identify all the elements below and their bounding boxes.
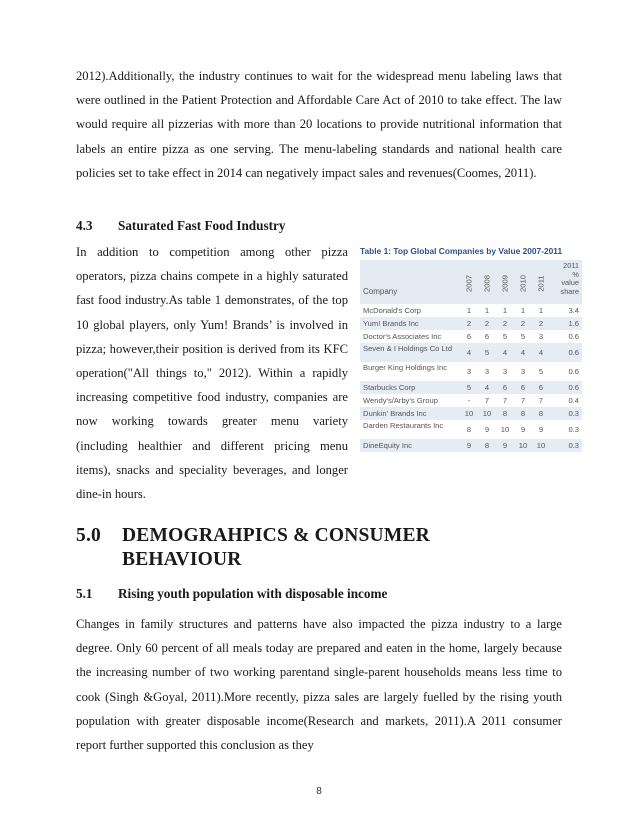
value-share-cell: 3.4	[568, 306, 579, 315]
value-share-cell: 0.6	[568, 332, 579, 341]
company-name-cell: Dunkin' Brands Inc	[363, 409, 427, 418]
rank-cell: 9	[502, 441, 508, 450]
rank-cell: 3	[538, 332, 544, 341]
company-name-cell: Wendy's/Arby's Group	[363, 396, 438, 405]
rank-cell: 5	[484, 348, 490, 357]
value-share-cell: 0.4	[568, 396, 579, 405]
company-name-cell: Starbucks Corp	[363, 383, 416, 392]
rank-cell: 8	[538, 409, 544, 418]
rank-cell: 3	[520, 367, 526, 376]
rank-cell: 5	[538, 367, 544, 376]
table-row	[360, 439, 582, 452]
company-name-cell: Yum! Brands Inc	[363, 319, 419, 328]
section-5-0-title-line1: DEMOGRAHPICS & CONSUMER	[122, 525, 430, 546]
rank-cell: 8	[484, 441, 490, 450]
rank-cell: 2	[466, 319, 472, 328]
table-row	[360, 420, 582, 439]
rank-cell: 5	[502, 332, 508, 341]
rank-cell: 3	[484, 367, 490, 376]
value-share-cell: 0.6	[568, 383, 579, 392]
rank-cell: 6	[466, 332, 472, 341]
value-share-column-header: 2011 % value share	[560, 261, 579, 296]
rank-cell: 6	[538, 383, 544, 392]
rank-cell: 1	[466, 306, 472, 315]
company-name-cell: Burger King Holdings Inc	[363, 363, 447, 372]
company-name-cell: McDonald's Corp	[363, 306, 422, 315]
rank-cell: 10	[500, 425, 510, 434]
rank-cell: 8	[466, 425, 472, 434]
rank-cell: 4	[484, 383, 490, 392]
table-row	[360, 394, 582, 407]
rank-cell: 7	[520, 396, 526, 405]
rank-cell: 3	[466, 367, 472, 376]
rank-cell: 6	[484, 332, 490, 341]
rank-cell: 5	[520, 332, 526, 341]
table-row	[360, 381, 582, 394]
rank-cell: 1	[520, 306, 526, 315]
year-column-header: 2011	[536, 275, 546, 292]
rank-cell: 4	[502, 348, 508, 357]
rank-cell: 10	[518, 441, 528, 450]
section-5-1-paragraph: Changes in family structures and patterns have also impacted the pizza industry to a large degree. Only 60 percent of all meals today are prepared and eaten in the home, largely because the increasing number of two working parentand single-parent households means less time to cook (Singh &Goyal, 2011).More recently, pizza sales are largely fuelled by the rising youth population with greater disposable income(Research and markets, 2011).A 2011 consumer report further supported this conclusion as they	[76, 617, 562, 753]
company-column-header: Company	[363, 287, 398, 296]
rank-cell: 7	[502, 396, 508, 405]
table-row	[360, 330, 582, 343]
value-share-cell: 1.6	[568, 319, 579, 328]
rank-cell: 2	[538, 319, 544, 328]
rank-cell: 2	[502, 319, 508, 328]
section-5-1-number: 5.1	[76, 586, 93, 601]
section-5-1-heading	[76, 586, 387, 602]
company-name-cell: DineEquity Inc	[363, 441, 412, 450]
rank-cell: 1	[538, 306, 544, 315]
value-share-cell: 0.3	[568, 409, 579, 418]
year-column-header: 2007	[464, 275, 474, 292]
rank-cell: 4	[520, 348, 526, 357]
rank-cell: 10	[482, 409, 492, 418]
value-share-cell: 0.6	[568, 367, 579, 376]
table-row	[360, 362, 582, 381]
intro-paragraph: 2012).Additionally, the industry continues to wait for the widespread menu labeling laws that were outlined in the Patient Protection and Affordable Care Act of 2010 to take effect. The law would require all pizzerias with more than 20 locations to provide nutritional information that labels an entire pizza as one serving. The menu-labeling standards and national health care policies set to take effect in 2014 can negatively impact sales and revenues(Coomes, 2011).	[76, 69, 562, 180]
year-column-header: 2010	[518, 275, 528, 292]
year-column-header: 2009	[500, 275, 510, 292]
rank-cell: 10	[464, 409, 474, 418]
rank-cell: 6	[520, 383, 526, 392]
rank-cell: 2	[520, 319, 526, 328]
rank-cell: 4	[466, 348, 472, 357]
company-name-cell: Doctor's Associates Inc	[363, 332, 442, 341]
section-5-0-number: 5.0	[76, 525, 101, 546]
table-row	[360, 317, 582, 330]
rank-cell: 10	[536, 441, 546, 450]
section-4-3-number: 4.3	[76, 218, 93, 233]
rank-cell: 9	[484, 425, 490, 434]
table-row	[360, 304, 582, 317]
rank-cell: 8	[520, 409, 526, 418]
rank-cell: 6	[502, 383, 508, 392]
rank-cell: 7	[538, 396, 544, 405]
rank-cell: 8	[502, 409, 508, 418]
table-title: Table 1: Top Global Companies by Value 2007-2011	[360, 246, 563, 256]
company-name-cell: Seven & I Holdings Co Ltd	[363, 344, 453, 353]
year-column-header: 2008	[482, 275, 492, 292]
section-4-3-heading	[76, 218, 285, 234]
top-global-companies-table	[358, 246, 582, 490]
table-header	[360, 260, 582, 304]
company-name-cell: Darden Restaurants Inc	[363, 421, 444, 430]
section-5-1-title: Rising youth population with disposable income	[118, 586, 388, 601]
rank-cell: 1	[502, 306, 508, 315]
value-share-cell: 0.3	[568, 425, 579, 434]
section-5-0-title-line2: BEHAVIOUR	[122, 549, 242, 570]
rank-cell: 3	[502, 367, 508, 376]
rank-cell: 9	[538, 425, 544, 434]
rank-cell: 1	[484, 306, 490, 315]
rank-cell: 4	[538, 348, 544, 357]
rank-cell: 2	[484, 319, 490, 328]
rank-cell: 9	[466, 441, 472, 450]
section-5-0-heading	[76, 524, 430, 572]
value-share-cell: 0.3	[568, 441, 579, 450]
table-row	[360, 343, 582, 362]
table-body	[360, 304, 582, 452]
value-share-cell: 0.6	[568, 348, 579, 357]
section-4-3-title: Saturated Fast Food Industry	[118, 218, 286, 233]
section-4-3-paragraph: In addition to competition among other pizza operators, pizza chains compete in a highly saturated fast food industry.As table 1 demonstrates, of the top 10 global players, only Yum! Brands’ is involved in pizza; however,their position is derived from its KFC operation("All things to," 2012). Within a rapidly increasing competitive food industry, companies are now working towards greater menu variety (including healthier and different pricing menu items), snacks and speciality beverages, and longer dine-in hours.	[76, 245, 348, 502]
rank-cell: 5	[466, 383, 472, 392]
rank-cell: 9	[520, 425, 526, 434]
table-row	[360, 407, 582, 420]
page-number: 8	[316, 786, 322, 797]
rank-cell: -	[467, 396, 471, 405]
rank-cell: 7	[484, 396, 490, 405]
